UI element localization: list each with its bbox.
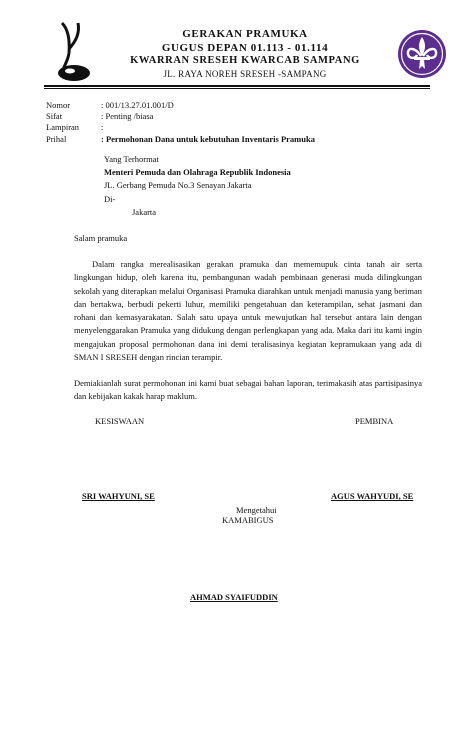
- meta-key: Nomor: [46, 100, 71, 110]
- kamabigus-label: KAMABIGUS: [222, 515, 274, 525]
- tunas-kelapa-logo: [54, 19, 94, 83]
- header-rule: [44, 85, 430, 87]
- recipient-name: Menteri Pemuda dan Olahraga Republik Indonesia: [104, 167, 291, 177]
- recipient-address: JL. Gerbang Pemuda No.3 Senayan Jakarta: [104, 180, 252, 190]
- recipient-greeting: Yang Terhormat: [104, 154, 159, 164]
- recipient-city: Jakarta: [132, 207, 157, 217]
- body-paragraph-2: [74, 377, 422, 404]
- body-paragraph-1: [74, 258, 422, 364]
- salutation: Salam pramuka: [74, 233, 128, 243]
- fleur-de-lis-emblem-icon: [397, 29, 447, 79]
- signature-title-pembina: PEMBINA: [355, 416, 394, 426]
- gugus-depan: GUGUS DEPAN 01.113 - 01.114: [161, 42, 329, 54]
- org-name: GERAKAN PRAMUKA: [182, 28, 308, 40]
- meta-key: Prihal: [46, 134, 67, 144]
- signature-name-kamabigus: AHMAD SYAIFUDDIN: [190, 592, 278, 602]
- meta-value: : 001/13.27.01.001/D: [101, 100, 174, 110]
- header-rule-thin: [44, 88, 430, 89]
- signature-name-right: AGUS WAHYUDI, SE: [331, 491, 414, 501]
- meta-key: Sifat: [46, 111, 63, 121]
- meta-value: : Penting /biasa: [101, 111, 154, 121]
- signature-name-left: SRI WAHYUNI, SE: [82, 491, 155, 501]
- kwarran: KWARRAN SRESEH KWARCAB SAMPANG: [130, 55, 360, 66]
- body-text: Demiakianlah surat permohonan ini kami buat sebagai bahan laporan, terimakasih atas partisipasinya dan kebijakan kakak harap maklum.: [74, 378, 422, 402]
- signature-title-kesiswaan: KESISWAAN: [95, 416, 145, 426]
- meta-value: :: [101, 122, 104, 132]
- recipient-di: Di-: [104, 194, 116, 204]
- mengetahui-label: Mengetahui: [236, 505, 277, 515]
- meta-key: Lampiran: [46, 122, 80, 132]
- meta-value: : Permohonan Dana untuk kebutuhan Inventaris Pramuka: [101, 134, 315, 144]
- org-address: JL. RAYA NOREH SRESEH -SAMPANG: [163, 69, 327, 79]
- body-text: Dalam rangka merealisasikan gerakan pramuka dan mememupuk cinta tanah air serta lingkungan hidup, oleh karena itu, pembangunan wadah pembinaan generasi muda dilingkungan sekolah yang diterapkan melalui Organisasi Pramuka diarahkan untuk menjadi manusia yang beriman dan bertakwa, berbudi pekerti luhur, memiliki pengetahuan dan keterampilan, sehat jasmani dan rohani dan kemasyarakatan. Salah satu upaya untuk mewujutkan hal tersebut antara lain dengan menyelenggarakan Pramuka yang didukung dengan perlengkapan yang ada. Maka dari itu kami ingin mengajukan proposal permohonan dana ini demi teralisasinya kegiatan kepramukaan yang ada di SMAN I SRESEH dengan rincian terampir.: [74, 259, 422, 363]
